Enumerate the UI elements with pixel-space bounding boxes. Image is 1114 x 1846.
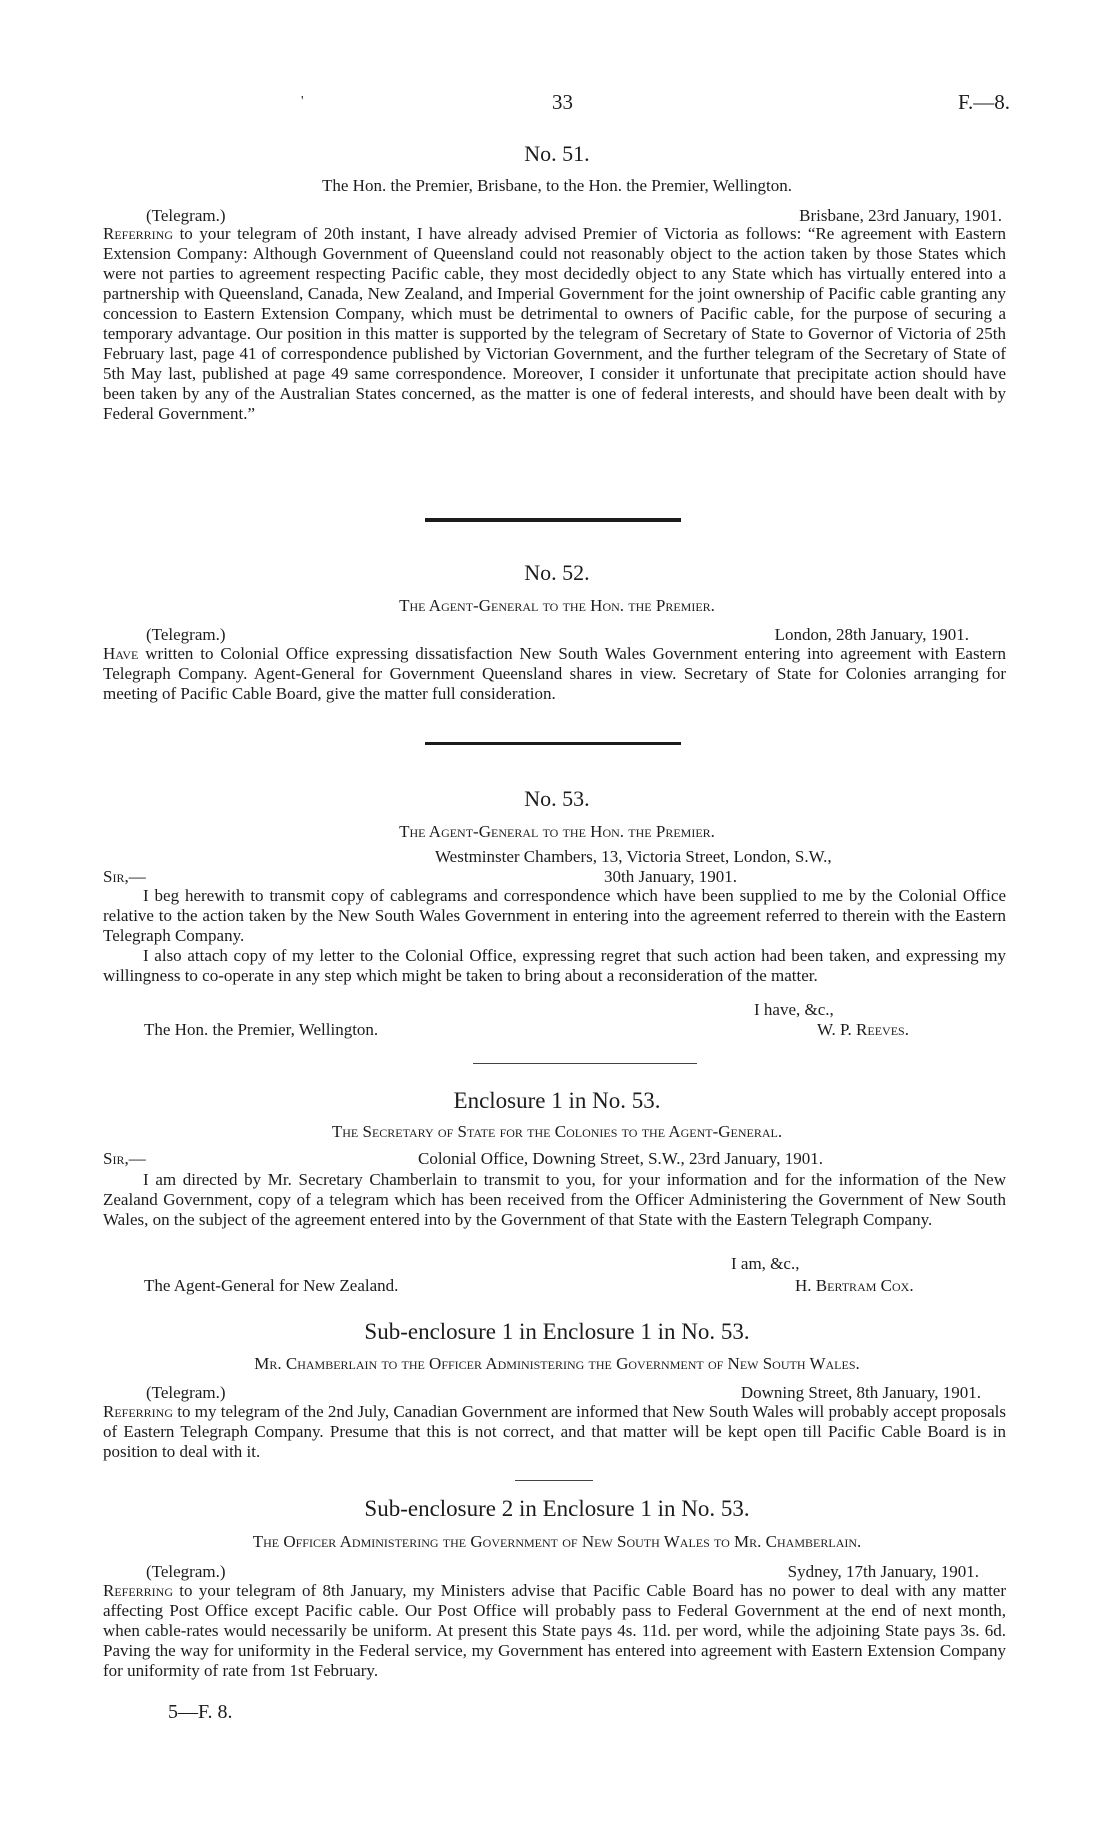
- enc1-signature: H. Bertram Cox.: [795, 1276, 914, 1295]
- no53-address: Westminster Chambers, 13, Victoria Street, London, S.W.,: [435, 847, 832, 866]
- no52-from-to: The Agent-General to the Hon. the Premier.: [399, 596, 715, 615]
- enc1-title: Enclosure 1 in No. 53.: [453, 1088, 661, 1113]
- sub1-place-date: Downing Street, 8th January, 1901.: [740, 1383, 981, 1402]
- sub2-lead: Referring: [103, 1581, 174, 1600]
- no51-place-date: Brisbane, 23rd January, 1901.: [799, 206, 1002, 225]
- no51-text: to your telegram of 20th instant, I have already advised Premier of Victoria as follows: “Re agreement with Eastern Extension Company: Although Government of Queensland could not reasonably object to the action taken by those States which were not parties to agreement respecting Pacific cable, they most decidedly object to any State which has virtually entered into a partnership with Queensland, Canada, New Zealand, and Imperial Government for the joint ownership of Pacific cable granting any concession to Eastern Extension Company, which must be detrimental to owners of Pacific cable, for the purpose of securing a temporary advantage. Our position in this matter is supported by the telegram of Secretary of State to Governor of Victoria of 25th February last, page 41 of correspondence published by Victorian Government, and the further telegram of the Secretary of State of 5th May last, published at page 49 same correspondence. Moreover, I consider it unfortunate that precipitate action should have been taken by any of the Australian States concerned, as the matter is one of federal interests, and should have been dealt with by Federal Government.”: [103, 224, 1006, 423]
- sub2-type: (Telegram.): [146, 1562, 226, 1581]
- no53-addressee: The Hon. the Premier, Wellington.: [144, 1020, 379, 1039]
- sub2-place-date: Sydney, 17th January, 1901.: [787, 1562, 979, 1581]
- no53-from-to: The Agent-General to the Hon. the Premier.: [399, 822, 715, 841]
- no52-title: No. 52.: [524, 560, 590, 585]
- sub1-lead: Referring: [103, 1402, 174, 1421]
- no52-lead: Have: [103, 644, 139, 663]
- enc1-place-date: Colonial Office, Downing Street, S.W., 23rd January, 1901.: [418, 1149, 823, 1168]
- separator-rule: [473, 1063, 697, 1064]
- sub2-text: to your telegram of 8th January, my Ministers advise that Pacific Cable Board has no power to deal with any matter affecting Post Office except Pacific cable. Our Post Office will probably pass to Federal Government at the end of next month, when cable-rates would necessarily be uniform. At present this State pays 4s. 11d. per word, while the adjoining State pays 3s. 6d. Paving the way for uniformity in the Federal service, my Government has entered into agreement with Eastern Extension Company for uniformity of rate from 1st February.: [103, 1581, 1006, 1680]
- sub2-title: Sub-enclosure 2 in Enclosure 1 in No. 53.: [364, 1496, 750, 1521]
- no51-type: (Telegram.): [146, 206, 226, 225]
- no53-body: [103, 886, 1006, 986]
- separator-rule: [425, 518, 681, 522]
- no51-body: [103, 224, 1006, 424]
- document-reference: F.—8.: [958, 90, 1010, 114]
- no52-body: [103, 644, 1006, 704]
- separator-rule: [425, 742, 681, 745]
- sub2-from-to: The Officer Administering the Government of New South Wales to Mr. Chamberlain.: [252, 1532, 862, 1551]
- no53-title: No. 53.: [524, 786, 590, 811]
- enc1-body: [103, 1170, 1006, 1230]
- page-number: 33: [552, 90, 573, 114]
- sub1-type: (Telegram.): [146, 1383, 226, 1402]
- signature-mark: 5—F. 8.: [168, 1701, 233, 1723]
- sub1-text: to my telegram of the 2nd July, Canadian Government are informed that New South Wales will probably accept proposals of Eastern Telegraph Company. Presume that this is not correct, and that matter will be kept open till Pacific Cable Board is in position to deal with it.: [103, 1402, 1006, 1461]
- sub1-from-to: Mr. Chamberlain to the Officer Administering the Government of New South Wales.: [254, 1354, 860, 1373]
- enc1-paragraph: I am directed by Mr. Secretary Chamberlain to transmit to you, for your information and for the information of the New Zealand Government, copy of a telegram which has been received from the Officer Administering the Government of New South Wales, on the subject of the agreement entered into by the Government of that State with the Eastern Telegraph Company.: [103, 1170, 1006, 1229]
- enc1-closing: I am, &c.,: [731, 1254, 800, 1273]
- no53-paragraph-1: I beg herewith to transmit copy of cablegrams and correspondence which have been supplied to me by the Colonial Office relative to the action taken by the New South Wales Government in entering into the agreement referred to therein with the Eastern Telegraph Company.: [103, 886, 1006, 945]
- no52-text: written to Colonial Office expressing dissatisfaction New South Wales Government entering into agreement with Eastern Telegraph Company. Agent-General for Government Queensland shares in view. Secretary of State for Colonies arranging for meeting of Pacific Cable Board, give the matter full consideration.: [103, 644, 1006, 703]
- no52-type: (Telegram.): [146, 625, 226, 644]
- enc1-salutation: Sir,—: [103, 1149, 146, 1168]
- header-mark: ': [301, 94, 304, 109]
- no52-place-date: London, 28th January, 1901.: [774, 625, 969, 644]
- no53-closing: I have, &c.,: [754, 1000, 834, 1019]
- sub2-body: [103, 1581, 1006, 1681]
- no53-date: 30th January, 1901.: [604, 867, 737, 886]
- enc1-addressee: The Agent-General for New Zealand.: [144, 1276, 399, 1295]
- no51-lead: Referring: [103, 224, 174, 243]
- no51-from-to: The Hon. the Premier, Brisbane, to the Hon. the Premier, Wellington.: [321, 176, 793, 195]
- sub1-title: Sub-enclosure 1 in Enclosure 1 in No. 53.: [364, 1319, 750, 1344]
- enc1-from-to: The Secretary of State for the Colonies to the Agent-General.: [331, 1122, 783, 1141]
- separator-rule: [515, 1480, 593, 1481]
- no53-signature: W. P. Reeves.: [817, 1020, 909, 1039]
- sub1-body: [103, 1402, 1006, 1462]
- no53-paragraph-2: I also attach copy of my letter to the Colonial Office, expressing regret that such action had been taken, and expressing my willingness to co-operate in any step which might be taken to bring about a reconsideration of the matter.: [103, 946, 1006, 985]
- no51-title: No. 51.: [524, 141, 590, 166]
- no53-salutation: Sir,—: [103, 867, 146, 886]
